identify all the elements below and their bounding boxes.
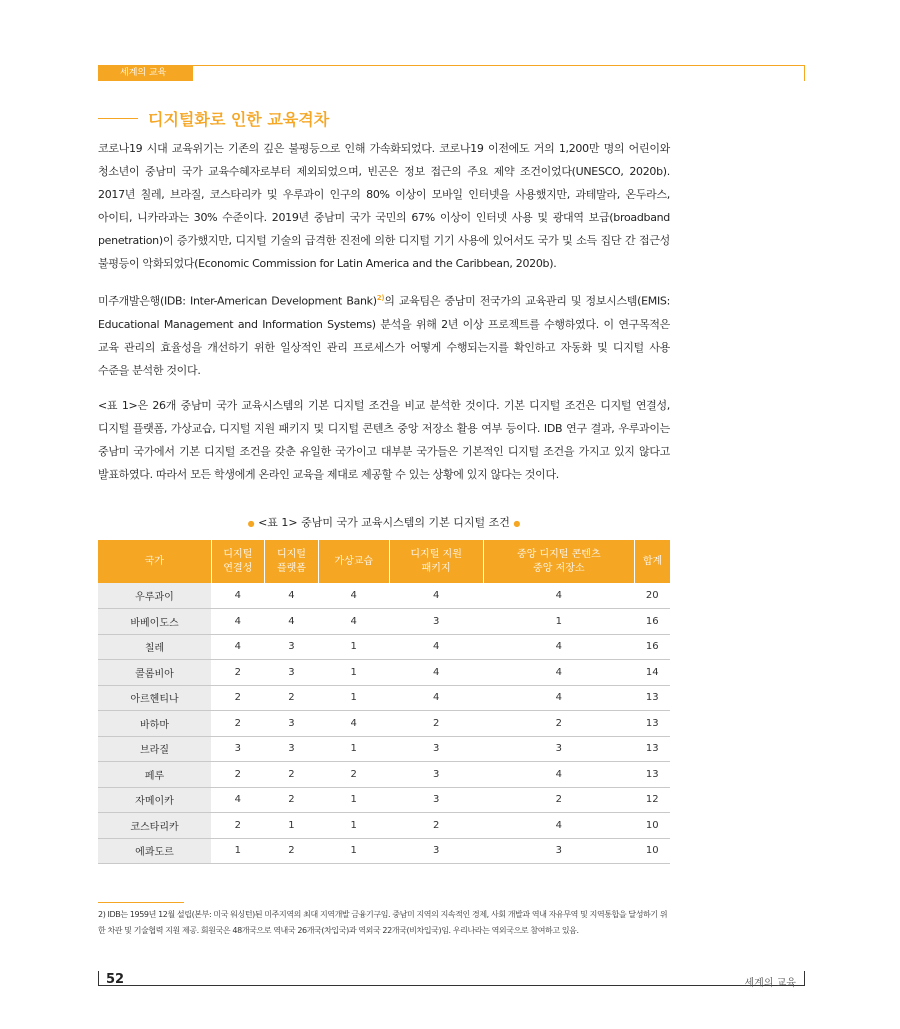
table-cell: 4 [211, 583, 265, 609]
paragraph-2 [98, 287, 670, 382]
table-cell: 16 [635, 634, 671, 660]
table-cell: 4 [389, 685, 483, 711]
table-header-cell: 디지털 지원 패키지 [389, 540, 483, 583]
paragraph-2-end: 이 연구목적은 교육 관리의 효율성을 개선하기 위한 일상적인 관리 프로세스가 어떻게 수행되는지를 확인하고 자동화 및 디지털 사용 수준을 분석한 것이다. [98, 317, 671, 377]
table-row-country: 자메이카 [98, 787, 211, 813]
table-row [98, 609, 670, 635]
table-cell: 4 [483, 685, 634, 711]
footer-rule [98, 985, 805, 986]
table-cell: 12 [635, 787, 671, 813]
table-row [98, 736, 670, 762]
table-cell: 13 [635, 736, 671, 762]
table-cell: 3 [389, 838, 483, 864]
table-cell: 2 [265, 787, 319, 813]
table-cell: 4 [483, 634, 634, 660]
table-cell: 13 [635, 711, 671, 737]
table-cell: 2 [265, 762, 319, 788]
table-row-country: 칠레 [98, 634, 211, 660]
table-cell: 2 [483, 787, 634, 813]
table-cell: 3 [483, 838, 634, 864]
table-cell: 4 [318, 711, 389, 737]
table-row-country: 바베이도스 [98, 609, 211, 635]
table-cell: 10 [635, 838, 671, 864]
table-cell: 1 [318, 660, 389, 686]
table-cell: 3 [265, 711, 319, 737]
table-header-cell: 디지털 플랫폼 [265, 540, 319, 583]
table-header-cell: 국가 [98, 540, 211, 583]
section-title [98, 107, 329, 130]
table-cell: 3 [265, 736, 319, 762]
table-row-country: 코스타리카 [98, 813, 211, 839]
table-cell: 4 [483, 813, 634, 839]
table-row [98, 813, 670, 839]
paragraph-2-mid: 의 교육팀은 중남미 전국가의 교육관리 및 정보시스템(EMIS: Educational Management and Information Systems) 분석을 위해 2년 이상 프로젝트를 수행하였다. [98, 294, 671, 331]
table-cell: 1 [318, 736, 389, 762]
table-cell: 4 [211, 787, 265, 813]
table-caption [98, 514, 670, 530]
table-cell: 1 [318, 787, 389, 813]
table-cell: 4 [318, 609, 389, 635]
table-cell: 2 [265, 685, 319, 711]
table-row [98, 583, 670, 609]
table-cell: 3 [211, 736, 265, 762]
table-body [98, 583, 670, 864]
table-cell: 10 [635, 813, 671, 839]
table-cell: 2 [265, 838, 319, 864]
table-cell: 3 [389, 609, 483, 635]
table-cell: 4 [389, 634, 483, 660]
table-row-country: 바하마 [98, 711, 211, 737]
table-row-country: 페루 [98, 762, 211, 788]
table-cell: 4 [483, 583, 634, 609]
header-rule [193, 65, 805, 66]
table-cell: 4 [483, 660, 634, 686]
table-row [98, 711, 670, 737]
table-header-cell: 가상교습 [318, 540, 389, 583]
page-number: 52 [106, 972, 125, 987]
table-cell: 1 [318, 685, 389, 711]
table-cell: 4 [389, 583, 483, 609]
table-cell: 2 [389, 711, 483, 737]
table-cell: 13 [635, 762, 671, 788]
table-row-country: 우루과이 [98, 583, 211, 609]
table-cell: 3 [265, 660, 319, 686]
table-row-country: 에콰도르 [98, 838, 211, 864]
footer-rule-left [98, 971, 99, 986]
body-text [98, 137, 670, 498]
table-cell: 13 [635, 685, 671, 711]
caption-bullet-right: ● [513, 519, 521, 528]
footnote-rule [98, 902, 184, 903]
table-row [98, 787, 670, 813]
table-cell: 2 [211, 813, 265, 839]
table-cell: 1 [265, 813, 319, 839]
table-row [98, 660, 670, 686]
table-cell: 4 [483, 762, 634, 788]
caption-bullet-left: ● [247, 519, 255, 528]
table-cell: 2 [389, 813, 483, 839]
table-cell: 20 [635, 583, 671, 609]
table-cell: 3 [389, 762, 483, 788]
paragraph-1: 코로나19 시대 교육위기는 기존의 깊은 불평등으로 인해 가속화되었다. 코로나19 이전에도 거의 1,200만 명의 어린이와 청소년이 중남미 국가 교육수혜자로부터 제외되었으며, 빈곤은 정보 접근의 주요 제약 조건이었다(UNESCO, 2020b). 2017년 칠레, 브라질, 코스타리카 및 우루과이 인구의 80% 이상이 모바일 인터넷을 사용했지만, 과테말라, 온두라스, 아이티, 니카라과는 30% 수준이다. 2019년 중남미 국가 국민의 67% 이상이 인터넷 사용 및 광대역 보급(broadband penetration)이 증가했지만, 디지털 기술의 급격한 진전에 의한 디지털 기기 사용에 있어서도 국가 및 소득 집단 간 접근성 불평등이 악화되었다(Economic Commission for Latin America and the Caribbean, 2020b). [98, 142, 670, 270]
table-row-country: 아르헨티나 [98, 685, 211, 711]
header-rule-end [804, 65, 805, 81]
digital-conditions-table [98, 540, 670, 864]
table-cell: 1 [318, 634, 389, 660]
table-cell: 3 [483, 736, 634, 762]
table-header-cell: 합계 [635, 540, 671, 583]
table-header-cell: 중앙 디지털 콘텐츠 중앙 저장소 [483, 540, 634, 583]
table-cell: 2 [483, 711, 634, 737]
section-title-text: 디지털화로 인한 교육격차 [148, 110, 330, 129]
table-cell: 4 [211, 634, 265, 660]
table-cell: 3 [389, 787, 483, 813]
table-row [98, 634, 670, 660]
header-section-tag: 세계의 교육 [98, 65, 193, 81]
table-cell: 16 [635, 609, 671, 635]
table-caption-text: <표 1> 중남미 국가 교육시스템의 기본 디지털 조건 [258, 516, 510, 529]
title-dash [98, 118, 138, 120]
table-cell: 3 [265, 634, 319, 660]
table-cell: 2 [318, 762, 389, 788]
footer-rule-right [804, 971, 805, 986]
table-cell: 4 [265, 609, 319, 635]
table-row [98, 762, 670, 788]
table-cell: 2 [211, 660, 265, 686]
table-cell: 14 [635, 660, 671, 686]
table-cell: 4 [265, 583, 319, 609]
table-cell: 1 [318, 813, 389, 839]
table-cell: 2 [211, 685, 265, 711]
table-cell: 2 [211, 711, 265, 737]
table-cell: 4 [389, 660, 483, 686]
footnote-ref: 2) [376, 294, 385, 302]
table-row-country: 콜롬비아 [98, 660, 211, 686]
table-row [98, 685, 670, 711]
table-cell: 1 [211, 838, 265, 864]
table-cell: 4 [211, 609, 265, 635]
table-header-cell: 디지털 연결성 [211, 540, 265, 583]
paragraph-2-start: 미주개발은행(IDB: Inter-American Development Bank) [98, 294, 377, 308]
table-header-row [98, 540, 670, 583]
table-cell: 4 [318, 583, 389, 609]
table-row [98, 838, 670, 864]
table-cell: 2 [211, 762, 265, 788]
table-cell: 1 [318, 838, 389, 864]
table-row-country: 브라질 [98, 736, 211, 762]
table-cell: 3 [389, 736, 483, 762]
paragraph-3: <표 1>은 26개 중남미 국가 교육시스템의 기본 디지털 조건을 비교 분석한 것이다. 기본 디지털 조건은 디지털 연결성, 디지털 플랫폼, 가상교습, 디지털 지원 패키지 및 디지털 콘텐츠 중앙 저장소 활용 여부 등이다. IDB 연구 결과, 우루과이는 중남미 국가에서 기본 디지털 조건을 갖춘 유일한 국가이고 대부분 국가들은 기본적인 디지털 조건을 가지고 있지 않다고 발표하였다. 따라서 모든 학생에게 온라인 교육을 제대로 제공할 수 있는 상황에 있지 않다는 것이다. [98, 398, 670, 481]
table-cell: 1 [483, 609, 634, 635]
footer-label: 세계의 교육 [744, 978, 796, 989]
footnote: 2) IDB는 1959년 12월 설립(본부: 미국 워싱턴)된 미주지역의 최대 지역개발 금융기구임. 중남미 지역의 지속적인 경제, 사회 개발과 역내 자유무역 및 지역통합을 달성하기 위한 차관 및 기술협력 지원 제공. 회원국은 48개국으로 역내국 26개국(차입국)과 역외국 22개국(비차입국)임. 우리나라는 역외국으로 참여하고 있음. [98, 910, 668, 935]
